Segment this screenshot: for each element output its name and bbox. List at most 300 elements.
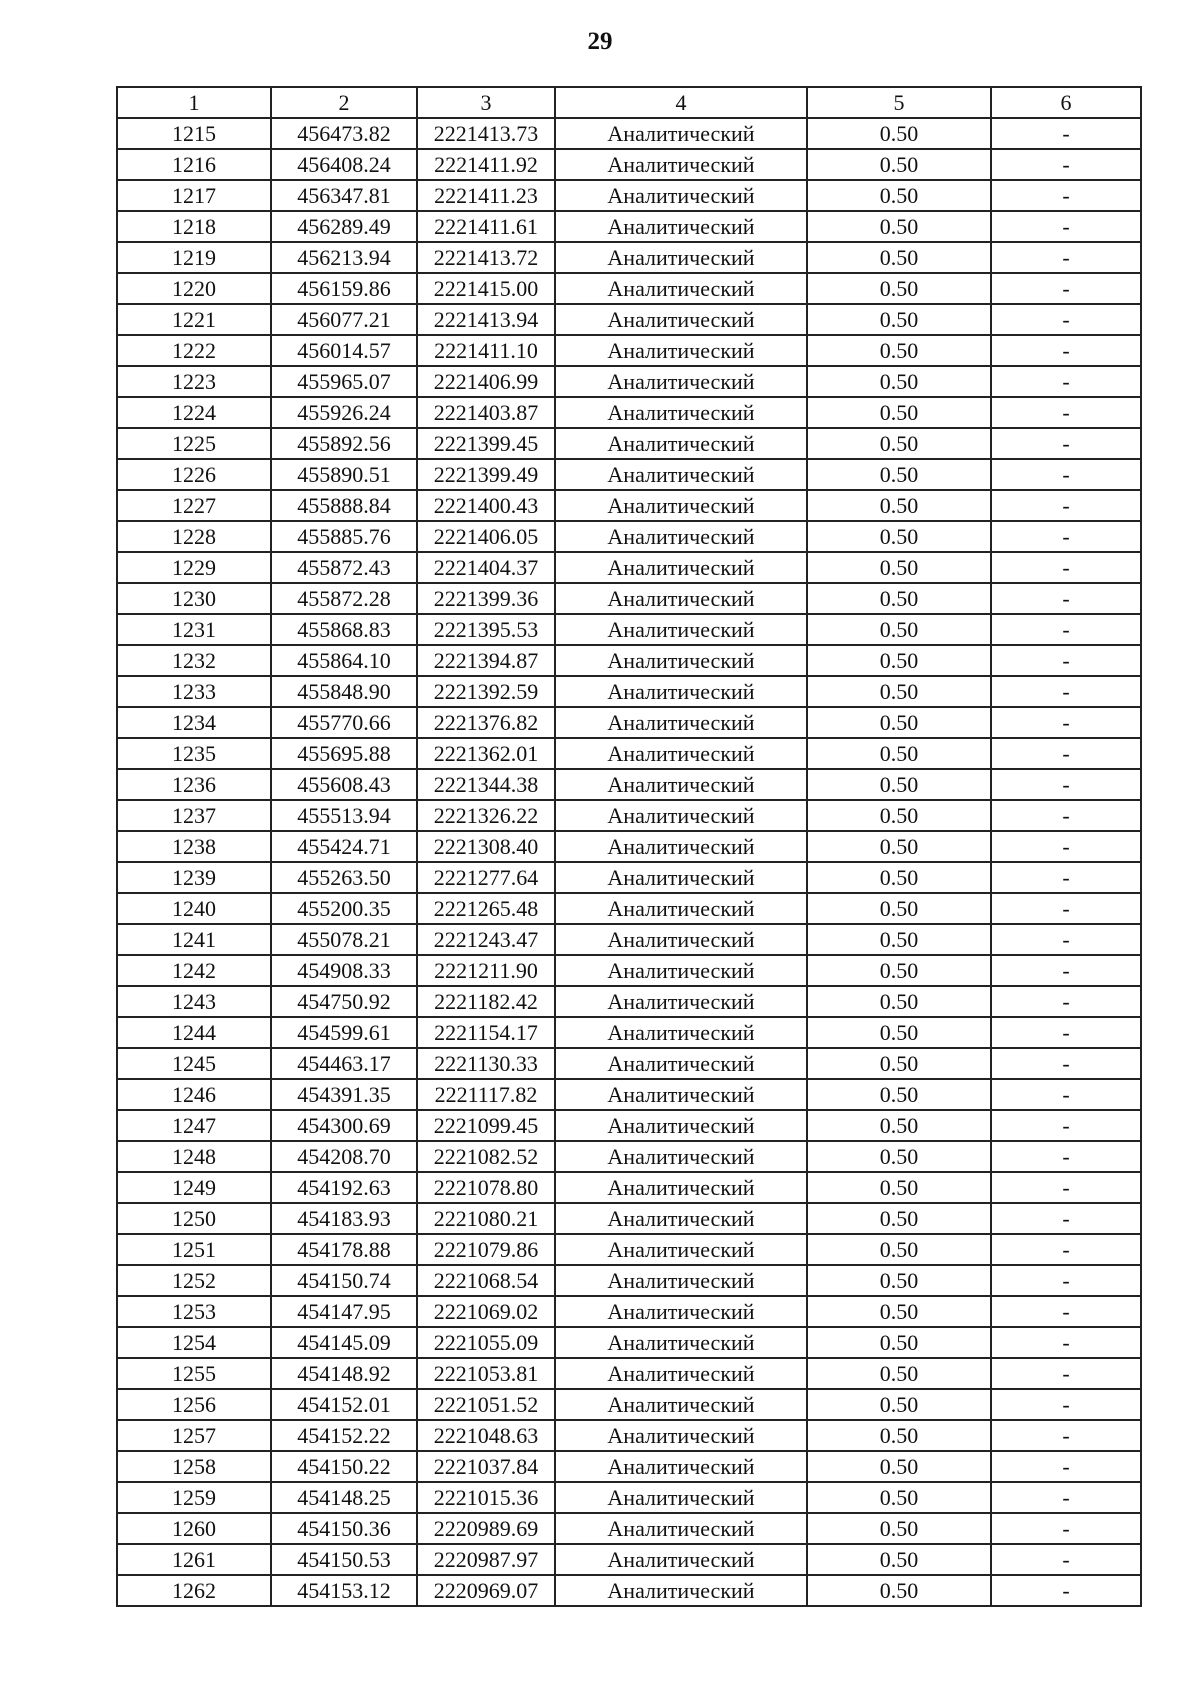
table-row [117, 211, 1141, 242]
accuracy-cell: 0.50 [807, 1482, 991, 1513]
accuracy-cell: 0.50 [807, 1389, 991, 1420]
table-row [117, 304, 1141, 335]
table-row [117, 552, 1141, 583]
accuracy-cell: 0.50 [807, 1172, 991, 1203]
y-coordinate-cell: 2221392.59 [417, 676, 555, 707]
method-cell: Аналитический [555, 955, 807, 986]
y-coordinate-cell: 2221053.81 [417, 1358, 555, 1389]
note-cell: - [991, 1265, 1141, 1296]
table-row [117, 1358, 1141, 1389]
table-row [117, 1203, 1141, 1234]
table-row [117, 1513, 1141, 1544]
y-coordinate-cell: 2221406.99 [417, 366, 555, 397]
table-row [117, 676, 1141, 707]
note-cell: - [991, 459, 1141, 490]
y-coordinate-cell: 2221182.42 [417, 986, 555, 1017]
point-number-cell: 1252 [117, 1265, 271, 1296]
table-row [117, 831, 1141, 862]
accuracy-cell: 0.50 [807, 800, 991, 831]
method-cell: Аналитический [555, 583, 807, 614]
table-row [117, 490, 1141, 521]
method-cell: Аналитический [555, 1544, 807, 1575]
x-coordinate-cell: 454153.12 [271, 1575, 417, 1606]
method-cell: Аналитический [555, 924, 807, 955]
method-cell: Аналитический [555, 645, 807, 676]
point-number-cell: 1257 [117, 1420, 271, 1451]
y-coordinate-cell: 2221243.47 [417, 924, 555, 955]
accuracy-cell: 0.50 [807, 521, 991, 552]
table-row [117, 459, 1141, 490]
x-coordinate-cell: 456213.94 [271, 242, 417, 273]
note-cell: - [991, 707, 1141, 738]
note-cell: - [991, 1451, 1141, 1482]
accuracy-cell: 0.50 [807, 924, 991, 955]
point-number-cell: 1258 [117, 1451, 271, 1482]
table-row [117, 1234, 1141, 1265]
x-coordinate-cell: 455848.90 [271, 676, 417, 707]
table-row [117, 1420, 1141, 1451]
method-cell: Аналитический [555, 1482, 807, 1513]
table-row [117, 1389, 1141, 1420]
note-cell: - [991, 831, 1141, 862]
table-row [117, 1451, 1141, 1482]
table-row [117, 149, 1141, 180]
note-cell: - [991, 1482, 1141, 1513]
note-cell: - [991, 1389, 1141, 1420]
y-coordinate-cell: 2221413.94 [417, 304, 555, 335]
table-row [117, 924, 1141, 955]
method-cell: Аналитический [555, 1079, 807, 1110]
note-cell: - [991, 552, 1141, 583]
method-cell: Аналитический [555, 800, 807, 831]
accuracy-cell: 0.50 [807, 769, 991, 800]
point-number-cell: 1236 [117, 769, 271, 800]
y-coordinate-cell: 2221399.49 [417, 459, 555, 490]
point-number-cell: 1217 [117, 180, 271, 211]
y-coordinate-cell: 2221394.87 [417, 645, 555, 676]
x-coordinate-cell: 454208.70 [271, 1141, 417, 1172]
accuracy-cell: 0.50 [807, 1296, 991, 1327]
note-cell: - [991, 614, 1141, 645]
method-cell: Аналитический [555, 1513, 807, 1544]
point-number-cell: 1262 [117, 1575, 271, 1606]
method-cell: Аналитический [555, 1420, 807, 1451]
point-number-cell: 1240 [117, 893, 271, 924]
point-number-cell: 1239 [117, 862, 271, 893]
x-coordinate-cell: 456473.82 [271, 118, 417, 149]
x-coordinate-cell: 454148.25 [271, 1482, 417, 1513]
y-coordinate-cell: 2221079.86 [417, 1234, 555, 1265]
point-number-cell: 1256 [117, 1389, 271, 1420]
x-coordinate-cell: 456077.21 [271, 304, 417, 335]
accuracy-cell: 0.50 [807, 1017, 991, 1048]
accuracy-cell: 0.50 [807, 1544, 991, 1575]
note-cell: - [991, 583, 1141, 614]
table-row [117, 893, 1141, 924]
method-cell: Аналитический [555, 831, 807, 862]
point-number-cell: 1230 [117, 583, 271, 614]
accuracy-cell: 0.50 [807, 211, 991, 242]
note-cell: - [991, 986, 1141, 1017]
table-row [117, 366, 1141, 397]
x-coordinate-cell: 455608.43 [271, 769, 417, 800]
x-coordinate-cell: 454150.53 [271, 1544, 417, 1575]
accuracy-cell: 0.50 [807, 397, 991, 428]
note-cell: - [991, 490, 1141, 521]
method-cell: Аналитический [555, 1234, 807, 1265]
table-row [117, 1141, 1141, 1172]
note-cell: - [991, 862, 1141, 893]
table-row [117, 242, 1141, 273]
point-number-cell: 1259 [117, 1482, 271, 1513]
method-cell: Аналитический [555, 211, 807, 242]
note-cell: - [991, 428, 1141, 459]
method-cell: Аналитический [555, 614, 807, 645]
y-coordinate-cell: 2221413.73 [417, 118, 555, 149]
note-cell: - [991, 335, 1141, 366]
y-coordinate-cell: 2221400.43 [417, 490, 555, 521]
page-number: 29 [587, 28, 613, 55]
column-header: 5 [807, 87, 991, 118]
accuracy-cell: 0.50 [807, 180, 991, 211]
method-cell: Аналитический [555, 180, 807, 211]
y-coordinate-cell: 2221399.36 [417, 583, 555, 614]
y-coordinate-cell: 2221344.38 [417, 769, 555, 800]
x-coordinate-cell: 454178.88 [271, 1234, 417, 1265]
point-number-cell: 1247 [117, 1110, 271, 1141]
accuracy-cell: 0.50 [807, 893, 991, 924]
accuracy-cell: 0.50 [807, 1110, 991, 1141]
point-number-cell: 1229 [117, 552, 271, 583]
point-number-cell: 1226 [117, 459, 271, 490]
y-coordinate-cell: 2221130.33 [417, 1048, 555, 1079]
y-coordinate-cell: 2221099.45 [417, 1110, 555, 1141]
x-coordinate-cell: 455200.35 [271, 893, 417, 924]
note-cell: - [991, 1420, 1141, 1451]
point-number-cell: 1254 [117, 1327, 271, 1358]
table-row [117, 955, 1141, 986]
note-cell: - [991, 676, 1141, 707]
method-cell: Аналитический [555, 707, 807, 738]
note-cell: - [991, 211, 1141, 242]
accuracy-cell: 0.50 [807, 738, 991, 769]
method-cell: Аналитический [555, 1389, 807, 1420]
point-number-cell: 1222 [117, 335, 271, 366]
table-row [117, 1017, 1141, 1048]
point-number-cell: 1225 [117, 428, 271, 459]
x-coordinate-cell: 455872.28 [271, 583, 417, 614]
table-row [117, 1327, 1141, 1358]
table-row [117, 645, 1141, 676]
x-coordinate-cell: 455864.10 [271, 645, 417, 676]
y-coordinate-cell: 2221277.64 [417, 862, 555, 893]
method-cell: Аналитический [555, 1327, 807, 1358]
note-cell: - [991, 180, 1141, 211]
accuracy-cell: 0.50 [807, 1420, 991, 1451]
point-number-cell: 1246 [117, 1079, 271, 1110]
point-number-cell: 1228 [117, 521, 271, 552]
accuracy-cell: 0.50 [807, 1079, 991, 1110]
table-header [117, 87, 1141, 118]
point-number-cell: 1255 [117, 1358, 271, 1389]
table-row [117, 1048, 1141, 1079]
x-coordinate-cell: 455513.94 [271, 800, 417, 831]
coordinates-table [116, 86, 1142, 1607]
note-cell: - [991, 738, 1141, 769]
method-cell: Аналитический [555, 769, 807, 800]
y-coordinate-cell: 2221411.92 [417, 149, 555, 180]
method-cell: Аналитический [555, 1017, 807, 1048]
x-coordinate-cell: 454152.01 [271, 1389, 417, 1420]
y-coordinate-cell: 2221413.72 [417, 242, 555, 273]
method-cell: Аналитический [555, 242, 807, 273]
method-cell: Аналитический [555, 490, 807, 521]
x-coordinate-cell: 456408.24 [271, 149, 417, 180]
table-row [117, 1296, 1141, 1327]
note-cell: - [991, 366, 1141, 397]
accuracy-cell: 0.50 [807, 1451, 991, 1482]
y-coordinate-cell: 2221404.37 [417, 552, 555, 583]
accuracy-cell: 0.50 [807, 583, 991, 614]
method-cell: Аналитический [555, 676, 807, 707]
x-coordinate-cell: 454147.95 [271, 1296, 417, 1327]
accuracy-cell: 0.50 [807, 986, 991, 1017]
method-cell: Аналитический [555, 1358, 807, 1389]
y-coordinate-cell: 2221068.54 [417, 1265, 555, 1296]
point-number-cell: 1243 [117, 986, 271, 1017]
note-cell: - [991, 304, 1141, 335]
method-cell: Аналитический [555, 1141, 807, 1172]
y-coordinate-cell: 2221037.84 [417, 1451, 555, 1482]
y-coordinate-cell: 2221411.23 [417, 180, 555, 211]
x-coordinate-cell: 454300.69 [271, 1110, 417, 1141]
note-cell: - [991, 1203, 1141, 1234]
point-number-cell: 1251 [117, 1234, 271, 1265]
method-cell: Аналитический [555, 521, 807, 552]
method-cell: Аналитический [555, 366, 807, 397]
x-coordinate-cell: 455965.07 [271, 366, 417, 397]
x-coordinate-cell: 455695.88 [271, 738, 417, 769]
accuracy-cell: 0.50 [807, 831, 991, 862]
header-row [117, 87, 1141, 118]
y-coordinate-cell: 2221362.01 [417, 738, 555, 769]
note-cell: - [991, 1017, 1141, 1048]
point-number-cell: 1245 [117, 1048, 271, 1079]
accuracy-cell: 0.50 [807, 1203, 991, 1234]
y-coordinate-cell: 2221411.61 [417, 211, 555, 242]
point-number-cell: 1216 [117, 149, 271, 180]
y-coordinate-cell: 2220969.07 [417, 1575, 555, 1606]
method-cell: Аналитический [555, 862, 807, 893]
accuracy-cell: 0.50 [807, 428, 991, 459]
y-coordinate-cell: 2221082.52 [417, 1141, 555, 1172]
table-row [117, 1172, 1141, 1203]
method-cell: Аналитический [555, 1451, 807, 1482]
table-row [117, 397, 1141, 428]
note-cell: - [991, 1296, 1141, 1327]
note-cell: - [991, 1575, 1141, 1606]
x-coordinate-cell: 454391.35 [271, 1079, 417, 1110]
x-coordinate-cell: 454152.22 [271, 1420, 417, 1451]
point-number-cell: 1233 [117, 676, 271, 707]
x-coordinate-cell: 455872.43 [271, 552, 417, 583]
point-number-cell: 1235 [117, 738, 271, 769]
x-coordinate-cell: 455263.50 [271, 862, 417, 893]
column-header: 2 [271, 87, 417, 118]
point-number-cell: 1227 [117, 490, 271, 521]
y-coordinate-cell: 2221415.00 [417, 273, 555, 304]
y-coordinate-cell: 2221395.53 [417, 614, 555, 645]
y-coordinate-cell: 2221403.87 [417, 397, 555, 428]
x-coordinate-cell: 455868.83 [271, 614, 417, 645]
accuracy-cell: 0.50 [807, 149, 991, 180]
point-number-cell: 1234 [117, 707, 271, 738]
point-number-cell: 1231 [117, 614, 271, 645]
note-cell: - [991, 1141, 1141, 1172]
method-cell: Аналитический [555, 397, 807, 428]
y-coordinate-cell: 2221051.52 [417, 1389, 555, 1420]
column-header: 3 [417, 87, 555, 118]
method-cell: Аналитический [555, 1265, 807, 1296]
accuracy-cell: 0.50 [807, 955, 991, 986]
x-coordinate-cell: 456347.81 [271, 180, 417, 211]
x-coordinate-cell: 454750.92 [271, 986, 417, 1017]
y-coordinate-cell: 2221399.45 [417, 428, 555, 459]
x-coordinate-cell: 454148.92 [271, 1358, 417, 1389]
table-row [117, 1265, 1141, 1296]
point-number-cell: 1237 [117, 800, 271, 831]
method-cell: Аналитический [555, 738, 807, 769]
y-coordinate-cell: 2221308.40 [417, 831, 555, 862]
point-number-cell: 1232 [117, 645, 271, 676]
x-coordinate-cell: 454150.36 [271, 1513, 417, 1544]
note-cell: - [991, 769, 1141, 800]
accuracy-cell: 0.50 [807, 459, 991, 490]
accuracy-cell: 0.50 [807, 676, 991, 707]
y-coordinate-cell: 2221048.63 [417, 1420, 555, 1451]
x-coordinate-cell: 454145.09 [271, 1327, 417, 1358]
accuracy-cell: 0.50 [807, 1575, 991, 1606]
table-row [117, 180, 1141, 211]
table-row [117, 800, 1141, 831]
x-coordinate-cell: 455926.24 [271, 397, 417, 428]
table-row [117, 428, 1141, 459]
table-row [117, 273, 1141, 304]
y-coordinate-cell: 2221406.05 [417, 521, 555, 552]
accuracy-cell: 0.50 [807, 862, 991, 893]
point-number-cell: 1242 [117, 955, 271, 986]
table-row [117, 118, 1141, 149]
accuracy-cell: 0.50 [807, 273, 991, 304]
note-cell: - [991, 1513, 1141, 1544]
y-coordinate-cell: 2221078.80 [417, 1172, 555, 1203]
method-cell: Аналитический [555, 1172, 807, 1203]
table-row [117, 986, 1141, 1017]
point-number-cell: 1250 [117, 1203, 271, 1234]
x-coordinate-cell: 454908.33 [271, 955, 417, 986]
y-coordinate-cell: 2221265.48 [417, 893, 555, 924]
accuracy-cell: 0.50 [807, 1141, 991, 1172]
method-cell: Аналитический [555, 304, 807, 335]
note-cell: - [991, 149, 1141, 180]
point-number-cell: 1244 [117, 1017, 271, 1048]
x-coordinate-cell: 454183.93 [271, 1203, 417, 1234]
note-cell: - [991, 1327, 1141, 1358]
accuracy-cell: 0.50 [807, 1265, 991, 1296]
column-header: 4 [555, 87, 807, 118]
method-cell: Аналитический [555, 335, 807, 366]
method-cell: Аналитический [555, 428, 807, 459]
y-coordinate-cell: 2221117.82 [417, 1079, 555, 1110]
accuracy-cell: 0.50 [807, 335, 991, 366]
x-coordinate-cell: 454463.17 [271, 1048, 417, 1079]
note-cell: - [991, 242, 1141, 273]
point-number-cell: 1241 [117, 924, 271, 955]
accuracy-cell: 0.50 [807, 118, 991, 149]
point-number-cell: 1260 [117, 1513, 271, 1544]
method-cell: Аналитический [555, 893, 807, 924]
method-cell: Аналитический [555, 552, 807, 583]
table-row [117, 614, 1141, 645]
accuracy-cell: 0.50 [807, 304, 991, 335]
y-coordinate-cell: 2220989.69 [417, 1513, 555, 1544]
point-number-cell: 1223 [117, 366, 271, 397]
y-coordinate-cell: 2221080.21 [417, 1203, 555, 1234]
method-cell: Аналитический [555, 1110, 807, 1141]
y-coordinate-cell: 2221376.82 [417, 707, 555, 738]
x-coordinate-cell: 455078.21 [271, 924, 417, 955]
point-number-cell: 1248 [117, 1141, 271, 1172]
x-coordinate-cell: 454599.61 [271, 1017, 417, 1048]
note-cell: - [991, 1358, 1141, 1389]
method-cell: Аналитический [555, 986, 807, 1017]
note-cell: - [991, 273, 1141, 304]
table-row [117, 707, 1141, 738]
note-cell: - [991, 1110, 1141, 1141]
table-row [117, 1482, 1141, 1513]
point-number-cell: 1215 [117, 118, 271, 149]
table-row [117, 1079, 1141, 1110]
table-row [117, 1575, 1141, 1606]
point-number-cell: 1218 [117, 211, 271, 242]
method-cell: Аналитический [555, 273, 807, 304]
point-number-cell: 1219 [117, 242, 271, 273]
x-coordinate-cell: 456289.49 [271, 211, 417, 242]
table-row [117, 769, 1141, 800]
method-cell: Аналитический [555, 149, 807, 180]
point-number-cell: 1238 [117, 831, 271, 862]
table-row [117, 1110, 1141, 1141]
x-coordinate-cell: 455888.84 [271, 490, 417, 521]
accuracy-cell: 0.50 [807, 1048, 991, 1079]
y-coordinate-cell: 2221211.90 [417, 955, 555, 986]
method-cell: Аналитический [555, 1203, 807, 1234]
point-number-cell: 1253 [117, 1296, 271, 1327]
note-cell: - [991, 521, 1141, 552]
accuracy-cell: 0.50 [807, 1358, 991, 1389]
note-cell: - [991, 1048, 1141, 1079]
accuracy-cell: 0.50 [807, 1327, 991, 1358]
accuracy-cell: 0.50 [807, 614, 991, 645]
y-coordinate-cell: 2221015.36 [417, 1482, 555, 1513]
y-coordinate-cell: 2220987.97 [417, 1544, 555, 1575]
note-cell: - [991, 1544, 1141, 1575]
point-number-cell: 1220 [117, 273, 271, 304]
table-row [117, 335, 1141, 366]
note-cell: - [991, 1234, 1141, 1265]
note-cell: - [991, 1079, 1141, 1110]
note-cell: - [991, 955, 1141, 986]
